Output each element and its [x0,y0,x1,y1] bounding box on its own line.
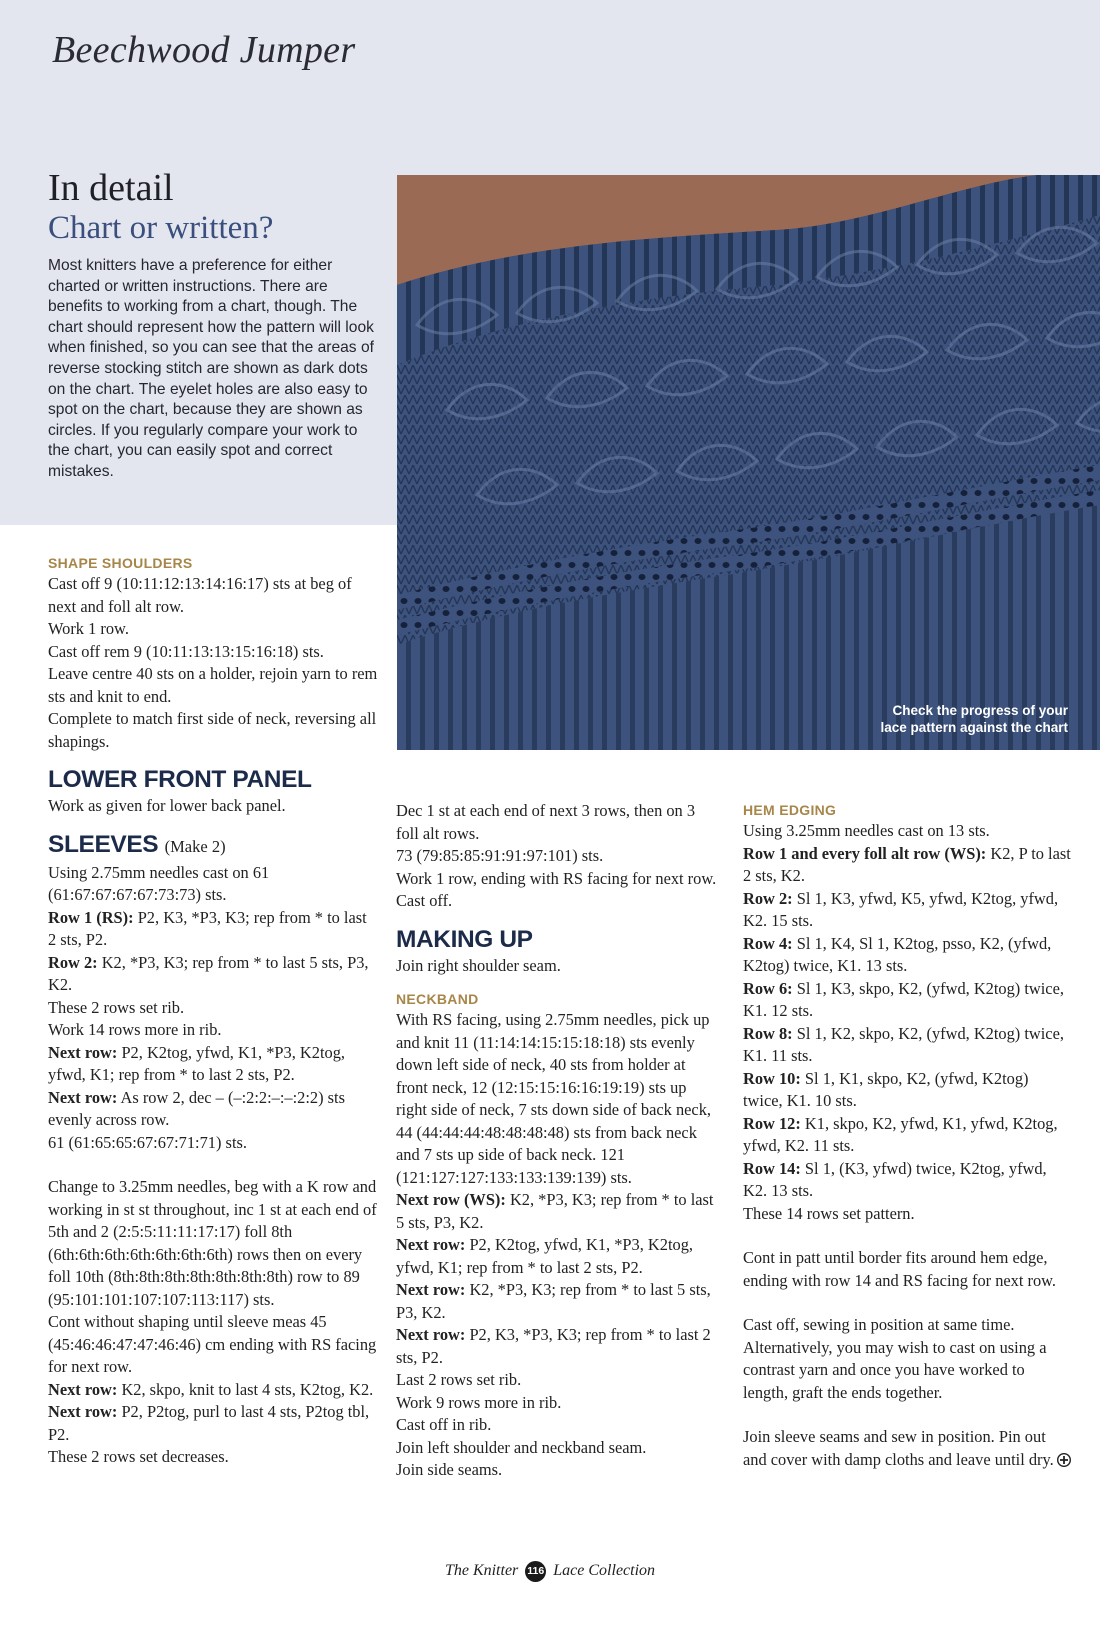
sleeves-line: These 2 rows set rib. [48,997,185,1017]
sleeves-continued: Dec 1 st at each end of next 3 rows, then on 3 foll alt rows. [396,801,696,843]
hem-intro: Using 3.25mm needles cast on 13 sts. [743,821,990,840]
sleeves-row: Next row: P2, K2tog, yfwd, K1, *P3, K2tog, yfwd, K1; rep from * to last 2 sts, P2. [48,1042,346,1084]
page-number: 116 [525,1561,546,1582]
sleeves-paragraph: Cont without shaping until sleeve meas 45 (45:46:46:47:47:46:46) cm ending with RS facing for next row. [48,1312,377,1376]
sleeves-heading: SLEEVES (Make 2) [48,830,226,858]
knitted-lace-image [397,175,1100,750]
footer-collection: Lace Collection [553,1562,656,1580]
sleeves-line: Work 14 rows more in rib. [48,1020,222,1039]
making-up-heading: MAKING UP [396,925,533,953]
neckband-line: Work 9 rows more in rib. [396,1392,562,1412]
hem-row: Row 14: Sl 1, (K3, yfwd) twice, K2tog, yfwd, K2. 13 sts. [743,1158,1047,1200]
shoulder-line: Complete to match first side of neck, reversing all shapings. [48,709,377,751]
chart-or-written-heading: Chart or written? [48,210,274,246]
column-1 [48,553,378,1469]
column-2 [396,800,721,1482]
page-footer [0,1561,1100,1582]
hem-row: Row 2: Sl 1, K3, yfwd, K5, yfwd, K2tog, yfwd, K2. 15 sts. [743,888,1059,930]
shoulder-line: Leave centre 40 sts on a holder, rejoin yarn to rem sts and knit to end. [48,664,378,706]
neckband-row: Next row: P2, K3, *P3, K3; rep from * to last 2 sts, P2. [396,1325,711,1367]
photo-caption: Check the progress of your lace pattern against the chart [880,703,1068,735]
sleeves-line: 61 (61:65:65:67:67:71:71) sts. [48,1132,247,1152]
neckband-line: Join left shoulder and neckband seam. [396,1437,647,1457]
neckband-line: Join side seams. [396,1460,503,1479]
finishing-paragraph: Join sleeve seams and sew in position. Pin out and cover with damp cloths and leave until dry. [743,1426,1071,1473]
shape-shoulders-heading: SHAPE SHOULDERS [48,555,193,571]
hem-row: Row 12: K1, skpo, K2, yfwd, K1, yfwd, K2tog, yfwd, K2. 11 sts. [743,1113,1058,1155]
in-detail-box [48,168,383,483]
lower-front-text: Work as given for lower back panel. [48,796,286,815]
neckband-row: Next row (WS): K2, *P3, K3; rep from * to last 5 sts, P3, K2. [396,1190,714,1232]
hem-row: Row 10: Sl 1, K1, skpo, K2, (yfwd, K2tog) twice, K1. 10 sts. [743,1068,1029,1110]
sleeves-row: Next row: As row 2, dec – (–:2:2:–:–:2:2) sts evenly across row. [48,1087,345,1129]
sleeves-line: These 2 rows set decreases. [48,1447,229,1466]
neckband-paragraph: With RS facing, using 2.75mm needles, pick up and knit 11 (11:14:14:15:15:18:18) sts evenly down left side of neck, 40 sts from holder at front neck, 12 (12:15:15:16:16:19:19) sts up right side of neck, 7 sts down side of back neck, 44 (44:44:44:48:48:48:48) sts from back neck and 7 sts up side of back neck. 121 (121:127:127:133:133:139:139) sts. [396,1010,711,1187]
hem-row: Row 8: Sl 1, K2, skpo, K2, (yfwd, K2tog) twice, K1. 11 sts. [743,1023,1064,1065]
shoulder-line: Cast off rem 9 (10:11:13:13:15:16:18) sts. [48,641,324,661]
hem-row: Row 4: Sl 1, K4, Sl 1, K2tog, psso, K2, (yfwd, K2tog) twice, K1. 13 sts. [743,933,1052,975]
hem-outro: These 14 rows set pattern. [743,1203,915,1223]
sleeves-aside: (Make 2) [164,836,226,856]
sleeves-line: Using 2.75mm needles cast on 61 (61:67:67:67:67:73:73) sts. [48,862,270,904]
sleeves-continued: 73 (79:85:85:91:91:97:101) sts. [396,846,604,865]
making-up-text: Join right shoulder seam. [396,955,561,975]
neckband-row: Next row: K2, *P3, K3; rep from * to last 5 sts, P3, K2. [396,1280,711,1322]
shoulder-line: Cast off 9 (10:11:12:13:14:16:17) sts at beg of next and foll alt row. [48,574,352,616]
column-3 [743,800,1071,1473]
neckband-line: Last 2 rows set rib. [396,1370,522,1389]
shoulder-line: Work 1 row. [48,619,129,638]
sleeves-row: Row 2: K2, *P3, K3; rep from * to last 5 sts, P3, K2. [48,952,369,994]
sleeves-row: Next row: K2, skpo, knit to last 4 sts, K2tog, K2. [48,1379,374,1399]
sleeves-row: Row 1 (RS): P2, K3, *P3, K3; rep from * to last 2 sts, P2. [48,907,367,949]
sleeves-paragraph: Change to 3.25mm needles, beg with a K row and working in st st throughout, inc 1 st at each end of 5th and 2 (2:5:5:11:11:17:17) foll 8th (6th:6th:6th:6th:6th:6th:6th) rows then on every foll 10th (8th:8th:8th:8th:8th:8th:8th) row to 89 (95:101:101:107:107:113:117) sts. [48,1177,377,1309]
hem-row: Row 6: Sl 1, K3, skpo, K2, (yfwd, K2tog) twice, K1. 12 sts. [743,978,1064,1020]
knitted-yoke-photo [397,175,1100,750]
hem-edging-heading: HEM EDGING [743,802,837,818]
hem-paragraph: Cont in patt until border fits around hem edge, ending with row 14 and RS facing for next row. [743,1248,1057,1290]
neckband-heading: NECKBAND [396,991,479,1007]
hem-paragraph: Cast off, sewing in position at same time. Alternatively, you may wish to cast on using a contrast yarn and once you have worked to length, graft the ends together. [743,1315,1047,1402]
sleeves-continued: Cast off. [396,891,453,910]
neckband-row: Next row: P2, K2tog, yfwd, K1, *P3, K2tog, yfwd, K1; rep from * to last 2 sts, P2. [396,1235,694,1277]
in-detail-heading: In detail [48,167,174,209]
hem-row: Row 1 and every foll alt row (WS): K2, P to last 2 sts, K2. [743,843,1071,885]
footer-magazine: The Knitter [444,1562,519,1580]
in-detail-body: Most knitters have a preference for either charted or written instructions. There are benefits to working from a chart, though. The chart should represent how the pattern will look when finished, so you can see that the areas of reverse stocking stitch are shown as dark dots on the chart. The eyelet holes are also easy to spot on the chart, because they are shown as circles. If you regularly compare your work to the chart, you can easily spot and correct mistakes. [48,257,374,480]
lower-front-panel-heading: LOWER FRONT PANEL [48,766,312,793]
neckband-line: Cast off in rib. [396,1415,492,1434]
sleeves-continued: Work 1 row, ending with RS facing for next row. [396,868,717,888]
sleeves-row: Next row: P2, P2tog, purl to last 4 sts, P2tog tbl, P2. [48,1402,370,1444]
page-title: Beechwood Jumper [52,29,356,71]
end-mark-icon [1057,1451,1071,1474]
